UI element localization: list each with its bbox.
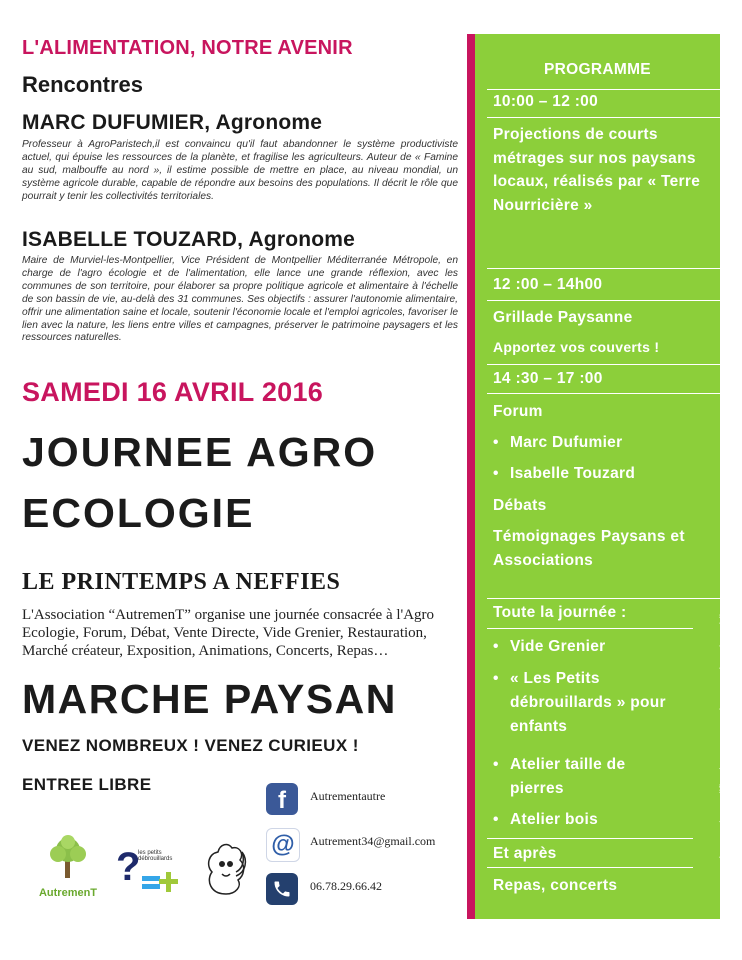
slot3-time: 14 :30 – 17 :00 (493, 370, 603, 387)
allday-item: • « Les Petits débrouillards » pour enfants (510, 667, 680, 739)
slot2-text: Grillade Paysanne (493, 309, 633, 326)
divider (487, 300, 720, 301)
apres-label: Et après (493, 845, 557, 862)
contact-email[interactable]: Autrement34@gmail.com (310, 834, 436, 848)
allday-label: Toute la journée : (493, 604, 627, 621)
slot2-time: 12 :00 – 14h00 (493, 276, 603, 293)
divider (487, 838, 693, 839)
autrement-logo (34, 834, 102, 898)
tagline: L'ALIMENTATION, NOTRE AVENIR (22, 37, 353, 59)
disclaimer-vertical: Sous réserve de modifications, ne pas jeter sur la voie publique (718, 597, 730, 892)
petits-debrouillards-text: les petits débrouillards (138, 850, 173, 862)
autrement-logo-text: AutremenT (38, 887, 98, 899)
facebook-icon: f (266, 783, 298, 815)
slot1-time: 10:00 – 12 :00 (493, 93, 599, 110)
event-date: SAMEDI 16 AVRIL 2016 (22, 377, 324, 407)
phone-icon (266, 873, 298, 905)
speaker-name-touzard: ISABELLE TOUZARD, Agronome (22, 228, 356, 251)
temoignages-label: Témoignages Paysans et Associations (493, 528, 685, 569)
allday-item: • Vide Grenier (510, 635, 606, 659)
speaker-bio-touzard: Maire de Murviel-les-Montpellier, Vice Président de Montpellier Méditerranée Métropole, en charge de l'agro écologie et de l'alimentation, elle lance une grande réflexion, avec les communes de son territoire, pour élaborer sa propre politique agricole et alimentaire à l'échelle de son bassin de vie, au-delà des 31 communes. Ses objectifs : assurer l'autonomie alimentaire, offrir une alimentation saine et locale, soutenir l'économie locale et l'emploi agricoles, favoriser le lien avec la nature, les liens entre villes et campagnes, préserver le patrimoine paysagers et les ressources naturelles. (22, 255, 458, 344)
marche-paysan-heading: MARCHE PAYSAN (22, 676, 397, 722)
allday-item: • Atelier taille de pierres (510, 753, 680, 800)
divider (487, 598, 720, 599)
event-description: L'Association “AutremenT” organise une journée consacrée à l'Agro Ecologie, Forum, Débat, Vente Directe, Vide Grenier, Restauration, Marché créateur, Exposition, Animations, Concerts, Repas… (22, 607, 435, 659)
forum-label: Forum (493, 403, 543, 420)
allday-item: • Atelier bois (510, 808, 598, 832)
panel-border (467, 34, 475, 919)
contact-facebook[interactable]: Autrementautre (310, 789, 386, 803)
event-subtitle: LE PRINTEMPS A NEFFIES (22, 569, 341, 595)
debats-label: Débats (493, 497, 547, 514)
rencontres-heading: Rencontres (22, 72, 144, 97)
divider (487, 364, 720, 365)
programme-title: PROGRAMME (544, 61, 651, 78)
forum-item: • Marc Dufumier (510, 431, 622, 455)
divider (487, 867, 693, 868)
forum-item: • Isabelle Touzard (510, 462, 635, 486)
speaker-name-dufumier: MARC DUFUMIER, Agronome (22, 111, 323, 134)
squirrel-logo (196, 836, 250, 900)
entree-libre: ENTREE LIBRE (22, 775, 152, 794)
svg-text:?: ? (116, 845, 141, 889)
slot2-note: Apportez vos couverts ! (493, 339, 660, 355)
repas-label: Repas, concerts (493, 877, 618, 894)
event-title: JOURNEE AGRO ECOLOGIE (22, 429, 378, 536)
divider (487, 117, 720, 118)
divider (487, 393, 720, 394)
speaker-bio-dufumier: Professeur à AgroParistech,il est convaincu qu'il faut abandonner le système productiviste actuel, qui épuise les ressources de la planète, et fragilise les agriculteurs. Auteur de « Famine au sud, malbouffe au nord », il estime possible de mettre en place, au niveau mondial, un système agricole durable, capable de répondre aux besoins des populations. Il décrit le rôle que pourrait y tenir les collectivités territoriales. (22, 139, 458, 202)
contact-phone[interactable]: 06.78.29.66.42 (310, 879, 382, 893)
venez-slogan: VENEZ NOMBREUX ! VENEZ CURIEUX ! (22, 736, 359, 755)
divider (487, 628, 693, 629)
petits-debrouillards-logo (116, 842, 182, 898)
slot1-text: Projections de courts métrages sur nos paysans locaux, réalisés par « Terre Nourricière » (493, 126, 701, 214)
at-icon: @ (266, 828, 300, 862)
divider (487, 268, 720, 269)
